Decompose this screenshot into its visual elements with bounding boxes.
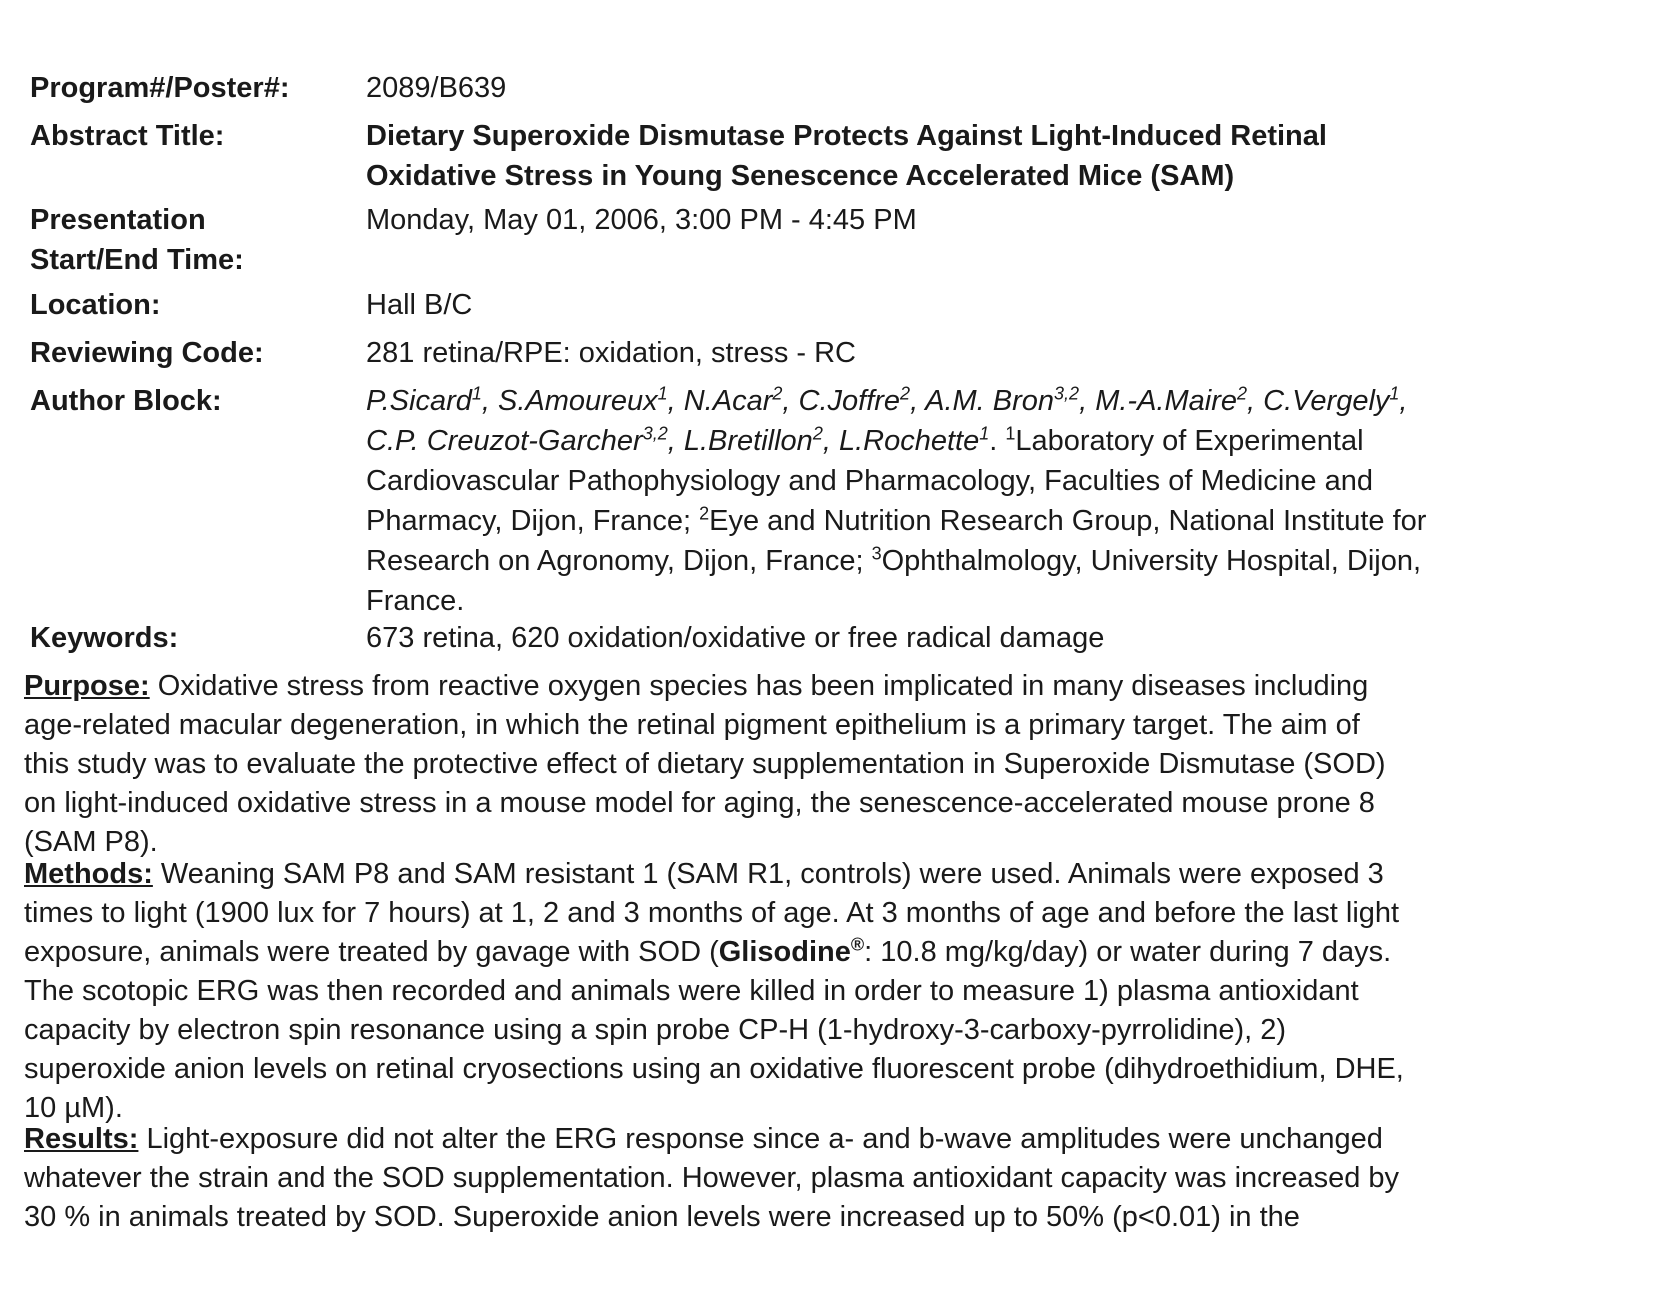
author-affiliation-mark: 3,2 bbox=[1054, 383, 1080, 404]
methods-heading: Methods: bbox=[24, 858, 153, 890]
purpose-section bbox=[24, 667, 1624, 862]
methods-line-3 bbox=[24, 933, 1624, 972]
affiliation-text: Ophthalmology, University Hospital, Dijon, bbox=[881, 545, 1422, 577]
methods-line-6: superoxide anion levels on retinal cryosections using an oxidative fluorescent probe (dihydroethidium, DHE, bbox=[24, 1053, 1404, 1085]
author-block bbox=[366, 381, 1626, 621]
affiliation-text: Eye and Nutrition Research Group, National Institute for bbox=[709, 505, 1427, 537]
methods-line-7: 10 µM). bbox=[24, 1092, 123, 1124]
methods-line-4: The scotopic ERG was then recorded and animals were killed in order to measure 1) plasma antioxidant bbox=[24, 975, 1359, 1007]
purpose-line-2: age-related macular degeneration, in which the retinal pigment epithelium is a primary target. The aim of bbox=[24, 709, 1360, 741]
affiliation-number: 1 bbox=[1005, 423, 1016, 444]
author-name: C.Joffre bbox=[798, 385, 901, 417]
author-affiliation-mark: 2 bbox=[1237, 383, 1248, 404]
location-value: Hall B/C bbox=[366, 289, 473, 321]
purpose-line-4: on light-induced oxidative stress in a mouse model for aging, the senescence-accelerated mouse prone 8 bbox=[24, 787, 1375, 819]
affiliation-text: Pharmacy, Dijon, France; bbox=[366, 505, 692, 537]
results-line-2: whatever the strain and the SOD supplementation. However, plasma antioxidant capacity was increased by bbox=[24, 1162, 1400, 1194]
results-heading: Results: bbox=[24, 1123, 139, 1155]
purpose-line-1 bbox=[24, 667, 1624, 706]
time-label bbox=[30, 200, 360, 280]
author-line-1: P.Sicard$^1$, S.Amoureux$^1$, N.Acar$^2$, C.Joffre$^2$, A.M. Bron$^{3,2}$, M.-A.Maire$^2$, C.Vergely$^1$, bbox=[366, 383, 1408, 417]
affiliation-number: 3 bbox=[871, 543, 882, 564]
registered-mark: ® bbox=[850, 934, 865, 955]
authors-label: Author Block: bbox=[30, 385, 222, 417]
author-name: N.Acar bbox=[683, 385, 773, 417]
purpose-text: Oxidative stress from reactive oxygen species has been implicated in many diseases including bbox=[149, 670, 1369, 702]
title-label: Abstract Title: bbox=[30, 120, 225, 152]
affiliation-text: Research on Agronomy, Dijon, France; bbox=[366, 545, 864, 577]
reviewing-value: 281 retina/RPE: oxidation, stress - RC bbox=[366, 337, 856, 369]
methods-line-2: times to light (1900 lux for 7 hours) at 1, 2 and 3 months of age. At 3 months of age and before the last light bbox=[24, 897, 1400, 929]
purpose-line-3: this study was to evaluate the protective effect of dietary supplementation in Superoxide Dismutase (SOD) bbox=[24, 748, 1386, 780]
program-value: 2089/B639 bbox=[366, 72, 507, 104]
author-name: A.M. Bron bbox=[925, 385, 1055, 417]
time-label-line-2: Start/End Time: bbox=[30, 244, 244, 276]
affiliation-number: 2 bbox=[699, 503, 710, 524]
program-label: Program#/Poster#: bbox=[30, 72, 290, 104]
results-section bbox=[24, 1120, 1624, 1237]
author-line-4 bbox=[366, 501, 1626, 541]
keywords-value: 673 retina, 620 oxidation/oxidative or free radical damage bbox=[366, 622, 1105, 654]
author-name: L.Rochette bbox=[838, 425, 980, 457]
abstract-title bbox=[366, 116, 1626, 196]
author-affiliation-mark: 2 bbox=[772, 383, 783, 404]
glisodine-brand: Glisodine bbox=[718, 936, 851, 968]
author-line-3: Cardiovascular Pathophysiology and Pharmacology, Faculties of Medicine and bbox=[366, 465, 1373, 497]
abstract-title-line-2: Oxidative Stress in Young Senescence Accelerated Mice (SAM) bbox=[366, 160, 1235, 192]
methods-section bbox=[24, 855, 1624, 1128]
author-affiliation-mark: 2 bbox=[812, 423, 823, 444]
methods-text: : 10.8 mg/kg/day) or water during 7 days. bbox=[864, 936, 1392, 968]
author-name: C.P. Creuzot-Garcher bbox=[366, 425, 643, 457]
author-line-6: France. bbox=[366, 585, 465, 617]
purpose-line-5: (SAM P8). bbox=[24, 826, 158, 858]
results-text: Light-exposure did not alter the ERG response since a- and b-wave amplitudes were unchanged bbox=[138, 1123, 1383, 1155]
time-value: Monday, May 01, 2006, 3:00 PM - 4:45 PM bbox=[366, 204, 917, 236]
author-name: L.Bretillon bbox=[683, 425, 813, 457]
author-name: P.Sicard bbox=[366, 385, 472, 417]
author-affiliation-mark: 1 bbox=[979, 423, 990, 444]
affiliation-text: Laboratory of Experimental bbox=[1015, 425, 1364, 457]
author-affiliation-mark: 1 bbox=[657, 383, 668, 404]
author-affiliation-mark: 3,2 bbox=[642, 423, 668, 444]
abstract-title-line-1: Dietary Superoxide Dismutase Protects Against Light-Induced Retinal bbox=[366, 120, 1327, 152]
methods-line-1 bbox=[24, 855, 1624, 894]
methods-text: exposure, animals were treated by gavage with SOD ( bbox=[24, 936, 719, 968]
author-affiliation-mark: 1 bbox=[471, 383, 482, 404]
methods-line-5: capacity by electron spin resonance using a spin probe CP-H (1-hydroxy-3-carboxy-pyrrolidine), 2) bbox=[24, 1014, 1287, 1046]
author-line-5 bbox=[366, 541, 1626, 581]
results-line-3: 30 % in animals treated by SOD. Superoxide anion levels were increased up to 50% (p<0.01) in the bbox=[24, 1201, 1300, 1233]
location-label: Location: bbox=[30, 289, 161, 321]
author-name: C.Vergely bbox=[1263, 385, 1390, 417]
author-affiliation-mark: 2 bbox=[900, 383, 911, 404]
reviewing-label: Reviewing Code: bbox=[30, 337, 264, 369]
time-label-line-1: Presentation bbox=[30, 204, 206, 236]
methods-text: Weaning SAM P8 and SAM resistant 1 (SAM R1, controls) were used. Animals were exposed 3 bbox=[152, 858, 1384, 890]
author-name: M.-A.Maire bbox=[1095, 385, 1237, 417]
author-line-2: C.P. Creuzot-Garcher$^{3,2}$, L.Bretillon$^2$, L.Rochette$^1$. $^1$Laboratory of Experimental bbox=[366, 423, 1364, 457]
author-name: S.Amoureux bbox=[498, 385, 658, 417]
purpose-heading: Purpose: bbox=[24, 670, 150, 702]
author-affiliation-mark: 1 bbox=[1389, 383, 1400, 404]
results-line-1 bbox=[24, 1120, 1624, 1159]
keywords-label: Keywords: bbox=[30, 622, 179, 654]
